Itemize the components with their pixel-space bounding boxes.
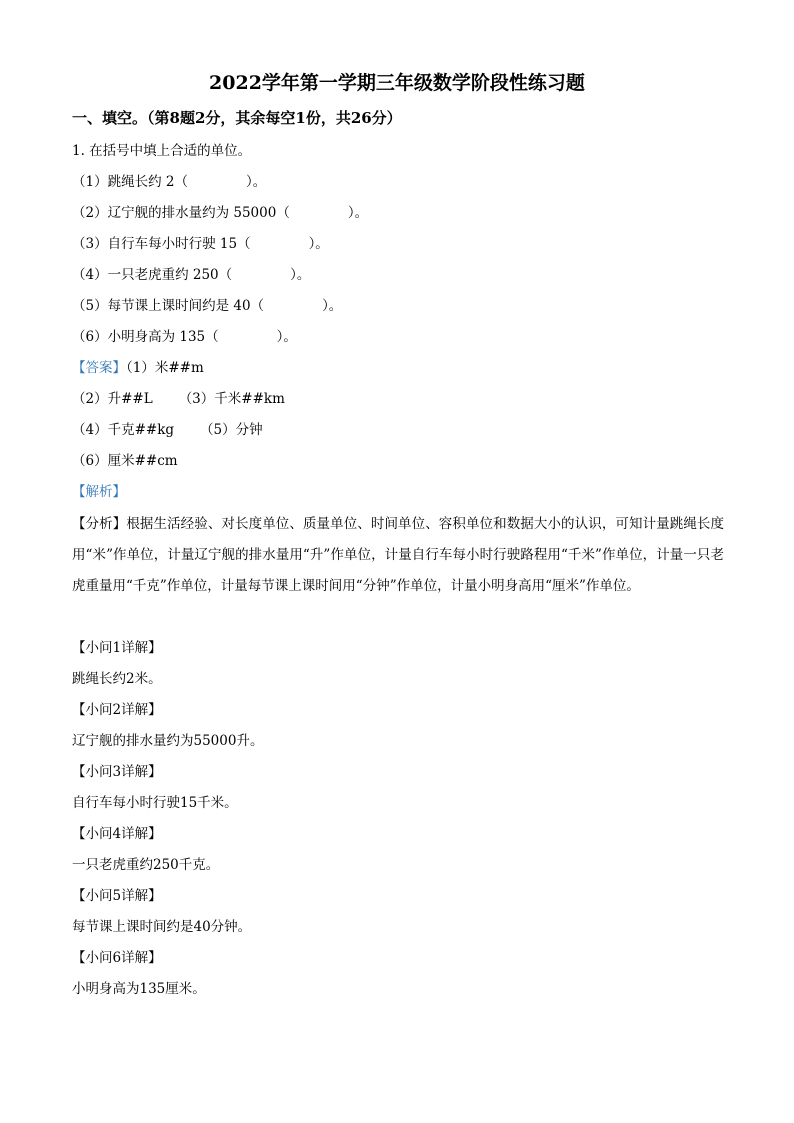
question-item-1: （1）跳绳长约 2（ ）。 bbox=[72, 174, 267, 190]
question-item-6: （6）小明身高为 135（ ）。 bbox=[72, 329, 297, 345]
answer-line-1: 【答案】（1）米##m bbox=[72, 360, 204, 376]
question-item-5: （5）每节课上课时间约是 40（ ）。 bbox=[72, 298, 343, 314]
page-title: 2022学年第一学期三年级数学阶段性练习题 bbox=[209, 72, 585, 94]
answer-line-2: （2）升##L （3）千米##km bbox=[72, 391, 285, 407]
answer-line-4: （6）厘米##cm bbox=[72, 453, 178, 469]
answer-tag: 【答案】 bbox=[72, 360, 126, 376]
detail-body-6: 小明身高为135厘米。 bbox=[72, 981, 206, 997]
detail-body-2: 辽宁舰的排水量约为55000升。 bbox=[72, 733, 264, 749]
detail-heading-5: 【小问5详解】 bbox=[72, 888, 162, 904]
answer-line-3: （4）千克##kg （5）分钟 bbox=[72, 422, 263, 438]
detail-heading-2: 【小问2详解】 bbox=[72, 702, 162, 718]
question-stem: 1. 在括号中填上合适的单位。 bbox=[72, 143, 252, 159]
section-heading: 一、填空。（第8题2分，其余每空1份，共26分） bbox=[72, 109, 402, 127]
question-item-3: （3）自行车每小时行驶 15（ ）。 bbox=[72, 236, 329, 252]
detail-heading-3: 【小问3详解】 bbox=[72, 764, 162, 780]
question-item-4: （4）一只老虎重约 250（ ）。 bbox=[72, 267, 311, 283]
detail-heading-1: 【小问1详解】 bbox=[72, 640, 162, 656]
question-item-2: （2）辽宁舰的排水量约为 55000（ ）。 bbox=[72, 205, 369, 221]
analysis-tag: 【解析】 bbox=[72, 484, 126, 500]
detail-heading-6: 【小问6详解】 bbox=[72, 950, 162, 966]
detail-body-3: 自行车每小时行驶15千米。 bbox=[72, 795, 238, 811]
detail-body-1: 跳绳长约2米。 bbox=[72, 671, 162, 687]
analysis-paragraph: 【分析】根据生活经验、对长度单位、质量单位、时间单位、容积单位和数据大小的认识，可知计量跳绳长度用“米”作单位，计量辽宁舰的排水量用“升”作单位，计量自行车每小时行驶路程用“千米”作单位，计量一只老虎重量用“千克”作单位，计量每节课上课时间用“分钟”作单位，计量小明身高用“厘米”作单位。 bbox=[72, 516, 724, 594]
detail-body-4: 一只老虎重约250千克。 bbox=[72, 857, 220, 873]
detail-body-5: 每节课上课时间约是40分钟。 bbox=[72, 919, 252, 935]
detail-heading-4: 【小问4详解】 bbox=[72, 826, 162, 842]
